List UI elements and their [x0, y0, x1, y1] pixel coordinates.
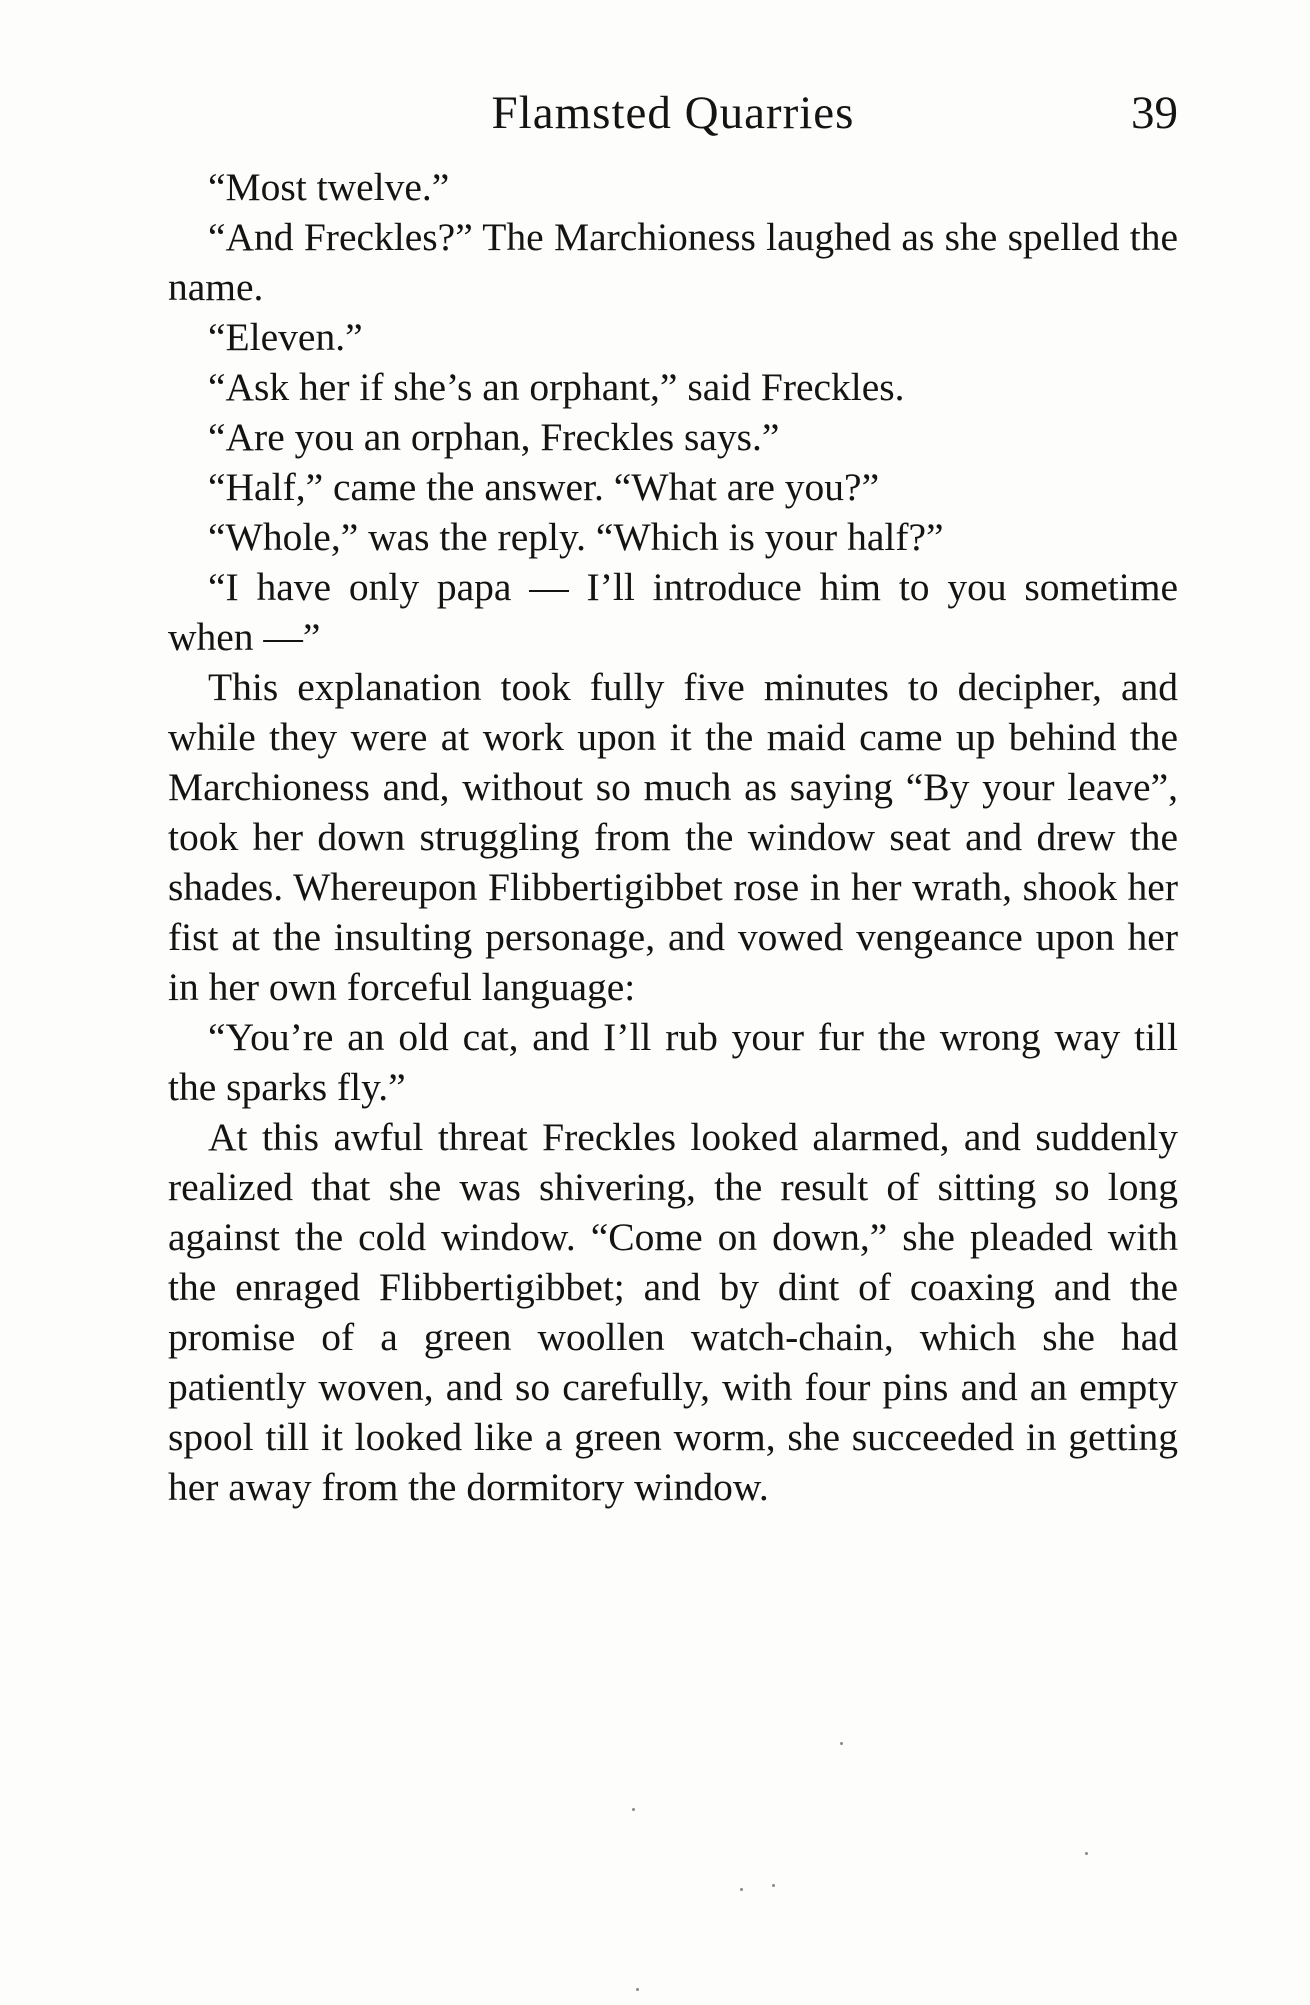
paragraph: “Are you an orphan, Freckles says.”	[208, 415, 780, 459]
paragraph: “And Freckles?” The Marchioness laughed as she spelled the name.	[168, 215, 1178, 309]
paper-speck	[740, 1888, 743, 1891]
paper-speck	[840, 1742, 843, 1745]
running-head: Flamsted Quarries	[491, 87, 855, 139]
paragraph: “Half,” came the answer. “What are you?”	[208, 465, 880, 509]
paragraph: This explanation took fully five minutes to decipher, and while they were at work upon it the maid came up behind the Marchioness and, without so much as saying “By your leave”, took her down struggling from the window seat and drew the shades. Whereupon Flibbertigibbet rose in her wrath, shook her fist at the insulting personage, and vowed vengeance upon her in her own forceful language:	[168, 665, 1178, 1009]
page-header	[168, 78, 1178, 148]
paper-speck	[772, 1884, 775, 1887]
paragraph: “Ask her if she’s an orphant,” said Freckles.	[208, 365, 905, 409]
paragraph: “You’re an old cat, and I’ll rub your fur the wrong way till the sparks fly.”	[168, 1015, 1178, 1109]
page-number: 39	[1131, 87, 1178, 139]
paper-speck	[636, 1988, 639, 1991]
body-text	[168, 162, 1178, 1512]
paragraph: “I have only papa — I’ll introduce him to you sometime when —”	[168, 565, 1178, 659]
paragraph: “Whole,” was the reply. “Which is your half?”	[208, 515, 944, 559]
paragraph: “Most twelve.”	[208, 165, 450, 209]
paper-speck	[1085, 1852, 1088, 1855]
paragraph: At this awful threat Freckles looked alarmed, and suddenly realized that she was shivering, the result of sitting so long against the cold window. “Come on down,” she pleaded with the enraged Flibbertigibbet; and by dint of coaxing and the promise of a green woollen watch-chain, which she had patiently woven, and so carefully, with four pins and an empty spool till it looked like a green worm, she succeeded in getting her away from the dormitory window.	[168, 1115, 1178, 1509]
paper-speck	[632, 1808, 635, 1811]
paragraph: “Eleven.”	[208, 315, 363, 359]
